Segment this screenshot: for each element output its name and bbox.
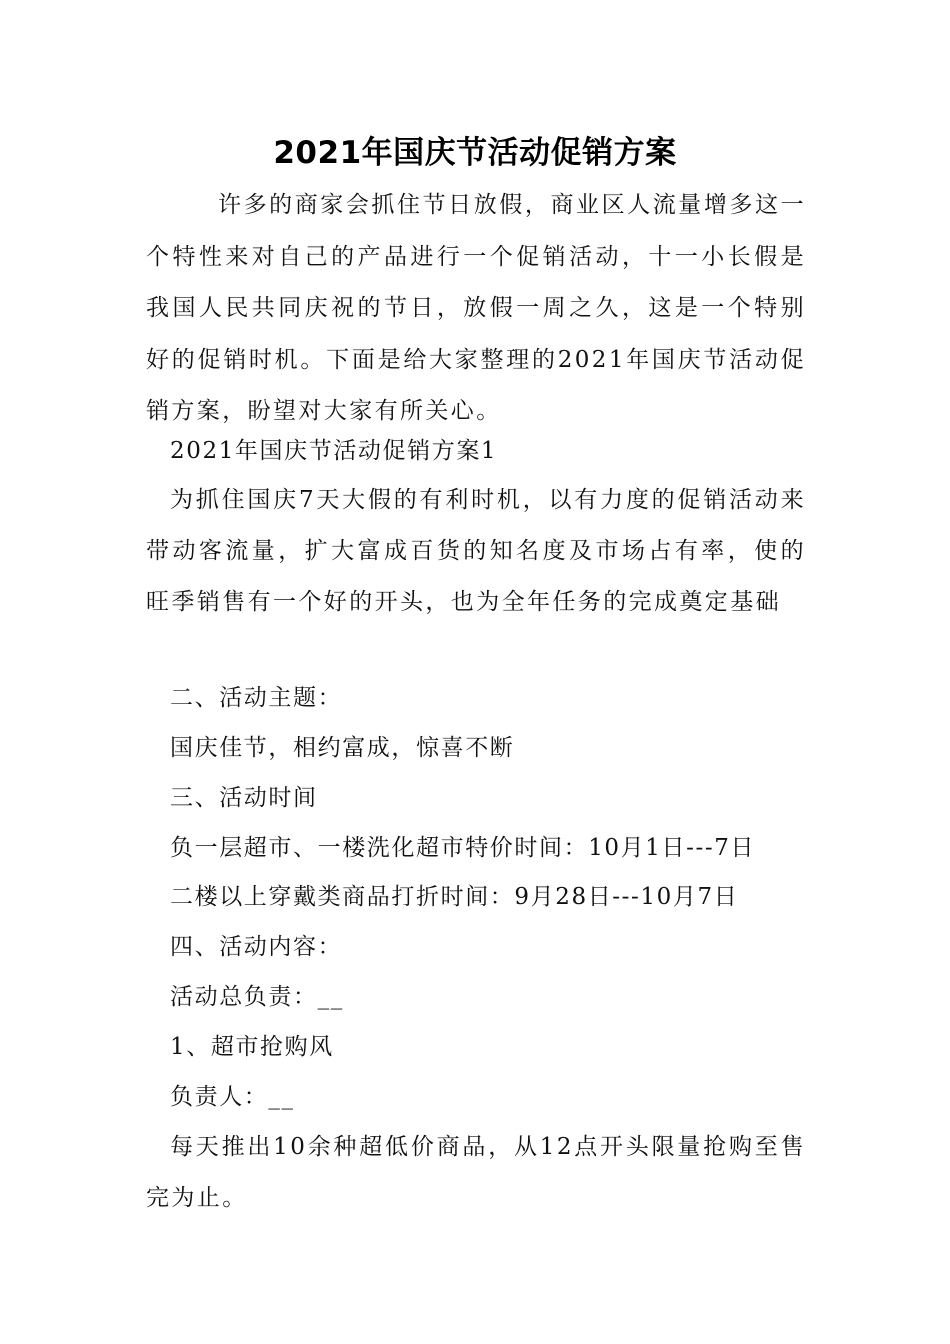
theme-heading: 二、活动主题：	[170, 685, 343, 711]
time-line-supermarket: 负一层超市、一楼洗化超市特价时间：10月1日---7日	[170, 835, 756, 861]
time-line-apparel: 二楼以上穿戴类商品打折时间：9月28日---10月7日	[170, 884, 739, 910]
overall-lead-line: 活动总负责：__	[170, 984, 344, 1010]
section-heading: 2021年国庆节活动促销方案1	[170, 438, 498, 464]
item1-lead-line: 负责人：__	[170, 1084, 295, 1110]
content-heading: 四、活动内容：	[170, 934, 343, 960]
item1-description: 每天推出10余种超低价商品，从12点开头限量抢购至售完为止。	[146, 1134, 806, 1211]
theme-text: 国庆佳节，相约富成，惊喜不断	[170, 735, 515, 761]
purpose-paragraph: 为抓住国庆7天大假的有利时机，以有力度的促销活动来带动客流量，扩大富成百货的知名度及市场占有率，使的旺季销售有一个好的开头，也为全年任务的完成奠定基础	[146, 487, 806, 615]
item1-heading: 1、超市抢购风	[170, 1034, 334, 1060]
time-heading: 三、活动时间	[170, 785, 318, 811]
document-title: 2021年国庆节活动促销方案	[273, 135, 677, 171]
intro-paragraph: 许多的商家会抓住节日放假，商业区人流量增多这一个特性来对自己的产品进行一个促销活动，十一小长假是我国人民共同庆祝的节日，放假一周之久，这是一个特别好的促销时机。下面是给大家整理的2021年国庆节活动促销方案，盼望对大家有所关心。	[146, 192, 806, 424]
